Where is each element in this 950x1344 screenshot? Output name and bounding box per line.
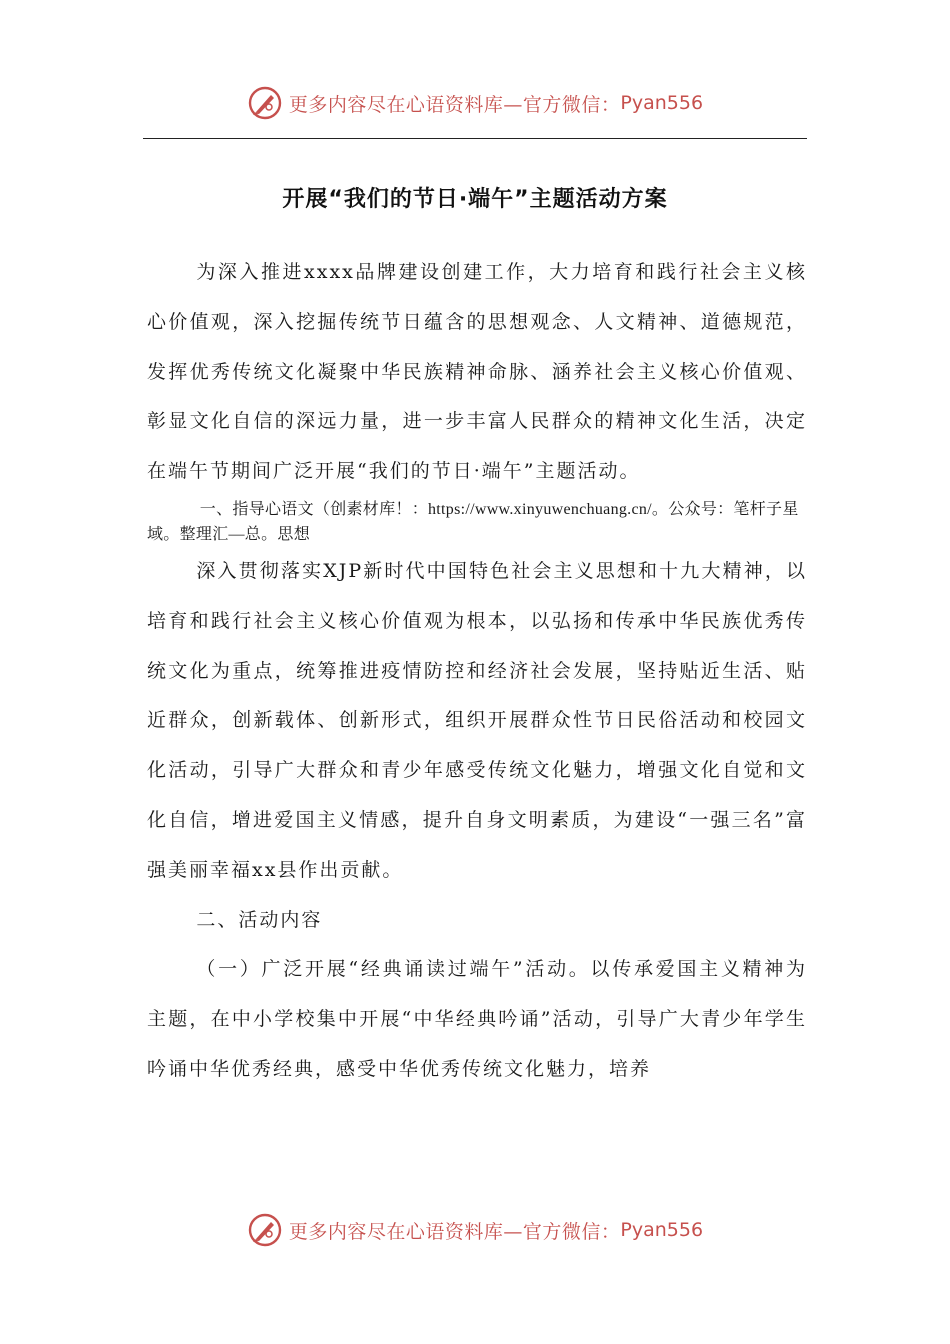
banner-text: 更多内容尽在心语资料库—官方微信：	[288, 1220, 621, 1243]
header-divider	[143, 138, 807, 139]
pen-logo-icon	[247, 1212, 283, 1248]
banner-text: 更多内容尽在心语资料库—官方微信：	[288, 93, 621, 116]
paragraph-activity-one: （一）广泛开展“经典诵读过端午”活动。以传承爱国主义精神为主题，在中小学校集中开展“中华经典吟诵”活动，引导广大青少年学生吟诵中华优秀经典，感受中华优秀传统文化魅力，培养	[147, 958, 807, 1080]
banner-wechat-id: Pyan556	[620, 1219, 704, 1241]
section-heading-guiding: 一、指导心语文（创素材库！：https://www.xinyuwenchuang.cn/。公众号：笔杆子星域。整理汇—总。思想	[147, 500, 799, 543]
document-title: 开展“我们的节日·端午”主题活动方案	[282, 187, 668, 212]
pen-logo-icon	[247, 85, 283, 121]
section-heading-activities: 二、活动内容	[196, 908, 323, 931]
banner-wechat-id: Pyan556	[620, 92, 704, 114]
paragraph-intro: 为深入推进xxxx品牌建设创建工作，大力培育和践行社会主义核心价值观，深入挖掘传统节日蕴含的思想观念、人文精神、道德规范，发挥优秀传统文化凝聚中华民族精神命脉、涵养社会主义核心价值观、彰显文化自信的深远力量，进一步丰富人民群众的精神文化生活，决定在端午节期间广泛开展“我们的节日·端午”主题活动。	[147, 261, 807, 483]
header-banner	[0, 83, 950, 123]
document-body	[147, 248, 807, 1095]
paragraph-guiding: 深入贯彻落实XJP新时代中国特色社会主义思想和十九大精神，以培育和践行社会主义核心价值观为根本，以弘扬和传承中华民族优秀传统文化为重点，统筹推进疫情防控和经济社会发展，坚持贴近生活、贴近群众，创新载体、创新形式，组织开展群众性节日民俗活动和校园文化活动，引导广大群众和青少年感受传统文化魅力，增强文化自觉和文化自信，增进爱国主义情感，提升自身文明素质，为建设“一强三名”富强美丽幸福xx县作出贡献。	[147, 559, 807, 881]
footer-banner	[0, 1210, 950, 1250]
